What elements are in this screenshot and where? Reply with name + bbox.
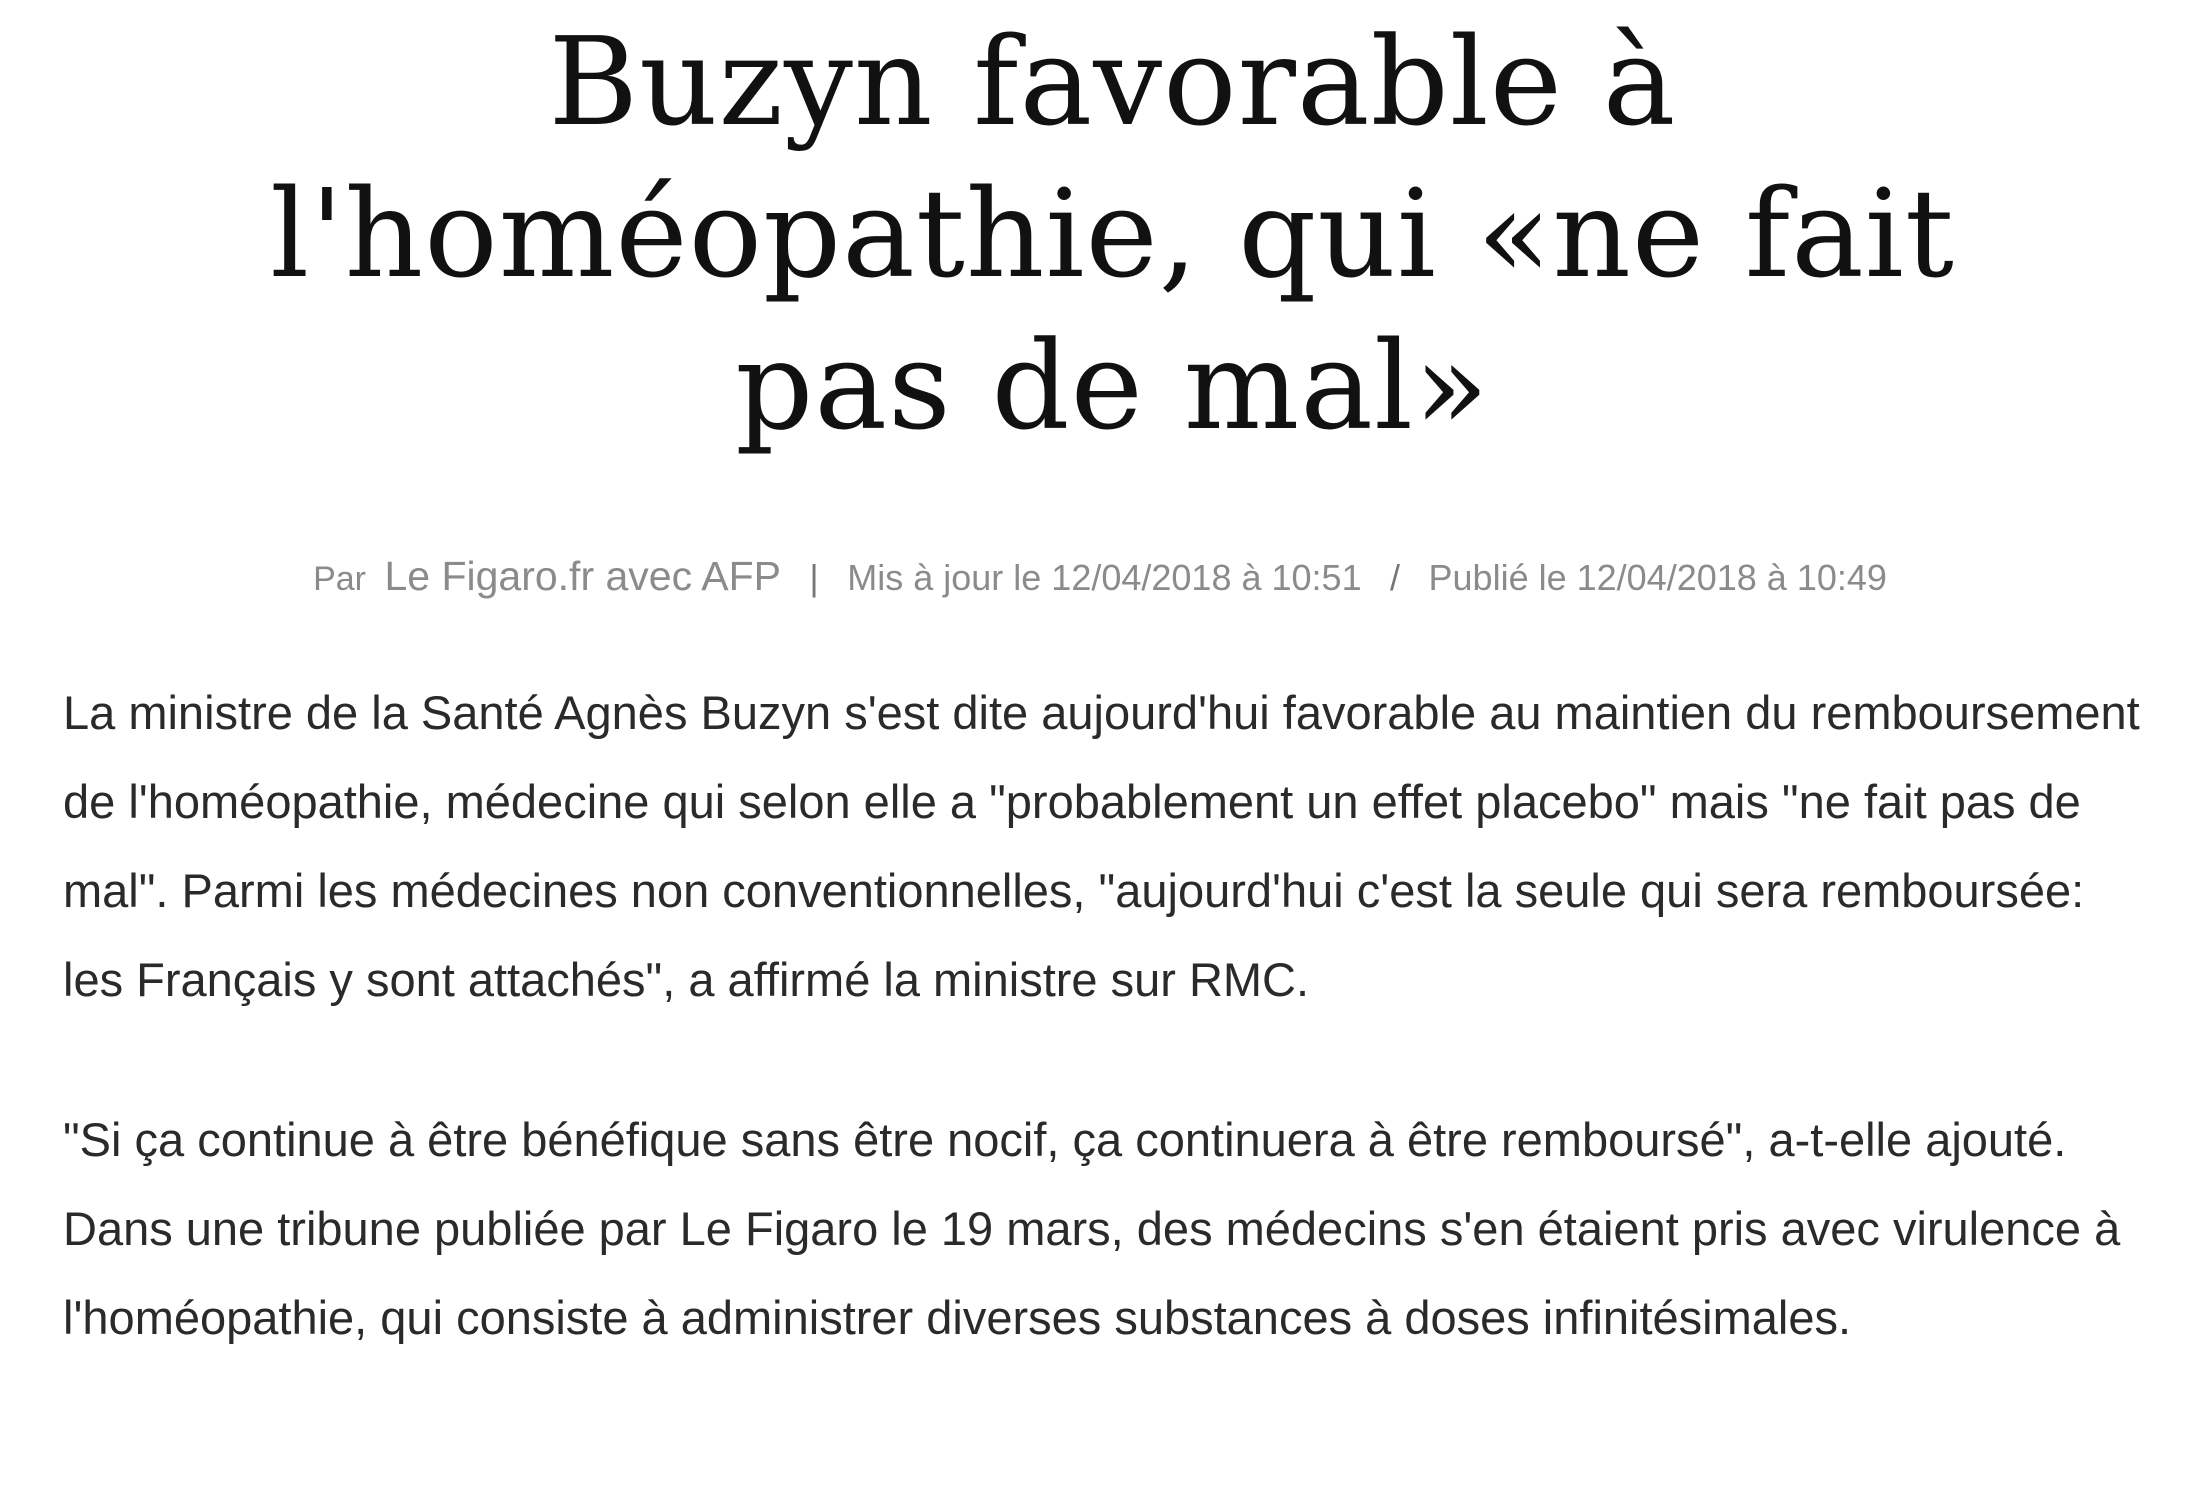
article-paragraph: La ministre de la Santé Agnès Buzyn s'est dite aujourd'hui favorable au maintien du remboursement de l'homéopathie, médecine qui selon elle a "probablement un effet placebo" mais "ne fait pas de mal". Parmi les médecines non conventionnelles, "aujourd'hui c'est la seule qui sera remboursée: les Français y sont attachés", a affirmé la ministre sur RMC. bbox=[63, 686, 2140, 1006]
byline-author-link[interactable]: Le Figaro.fr avec AFP bbox=[384, 553, 781, 599]
date-separator: / bbox=[1390, 557, 1401, 598]
published-date: Publié le 12/04/2018 à 10:49 bbox=[1428, 557, 1887, 598]
byline-separator: | bbox=[809, 557, 819, 598]
article-byline bbox=[0, 553, 2200, 600]
article-body bbox=[63, 668, 2143, 1433]
article-headline: Buzyn favorable à l'homéopathie, qui «ne fait pas de mal» bbox=[270, 11, 1955, 457]
article-paragraph: "Si ça continue à être bénéfique sans être nocif, ça continuera à être remboursé", a-t-elle ajouté. Dans une tribune publiée par Le Figaro le 19 mars, des médecins s'en étaient pris avec virulence à l'homéopathie, qui consiste à administrer diverses substances à doses infinitésimales. bbox=[63, 1113, 2121, 1344]
byline-prefix: Par bbox=[313, 560, 366, 598]
updated-date: Mis à jour le 12/04/2018 à 10:51 bbox=[847, 557, 1362, 598]
